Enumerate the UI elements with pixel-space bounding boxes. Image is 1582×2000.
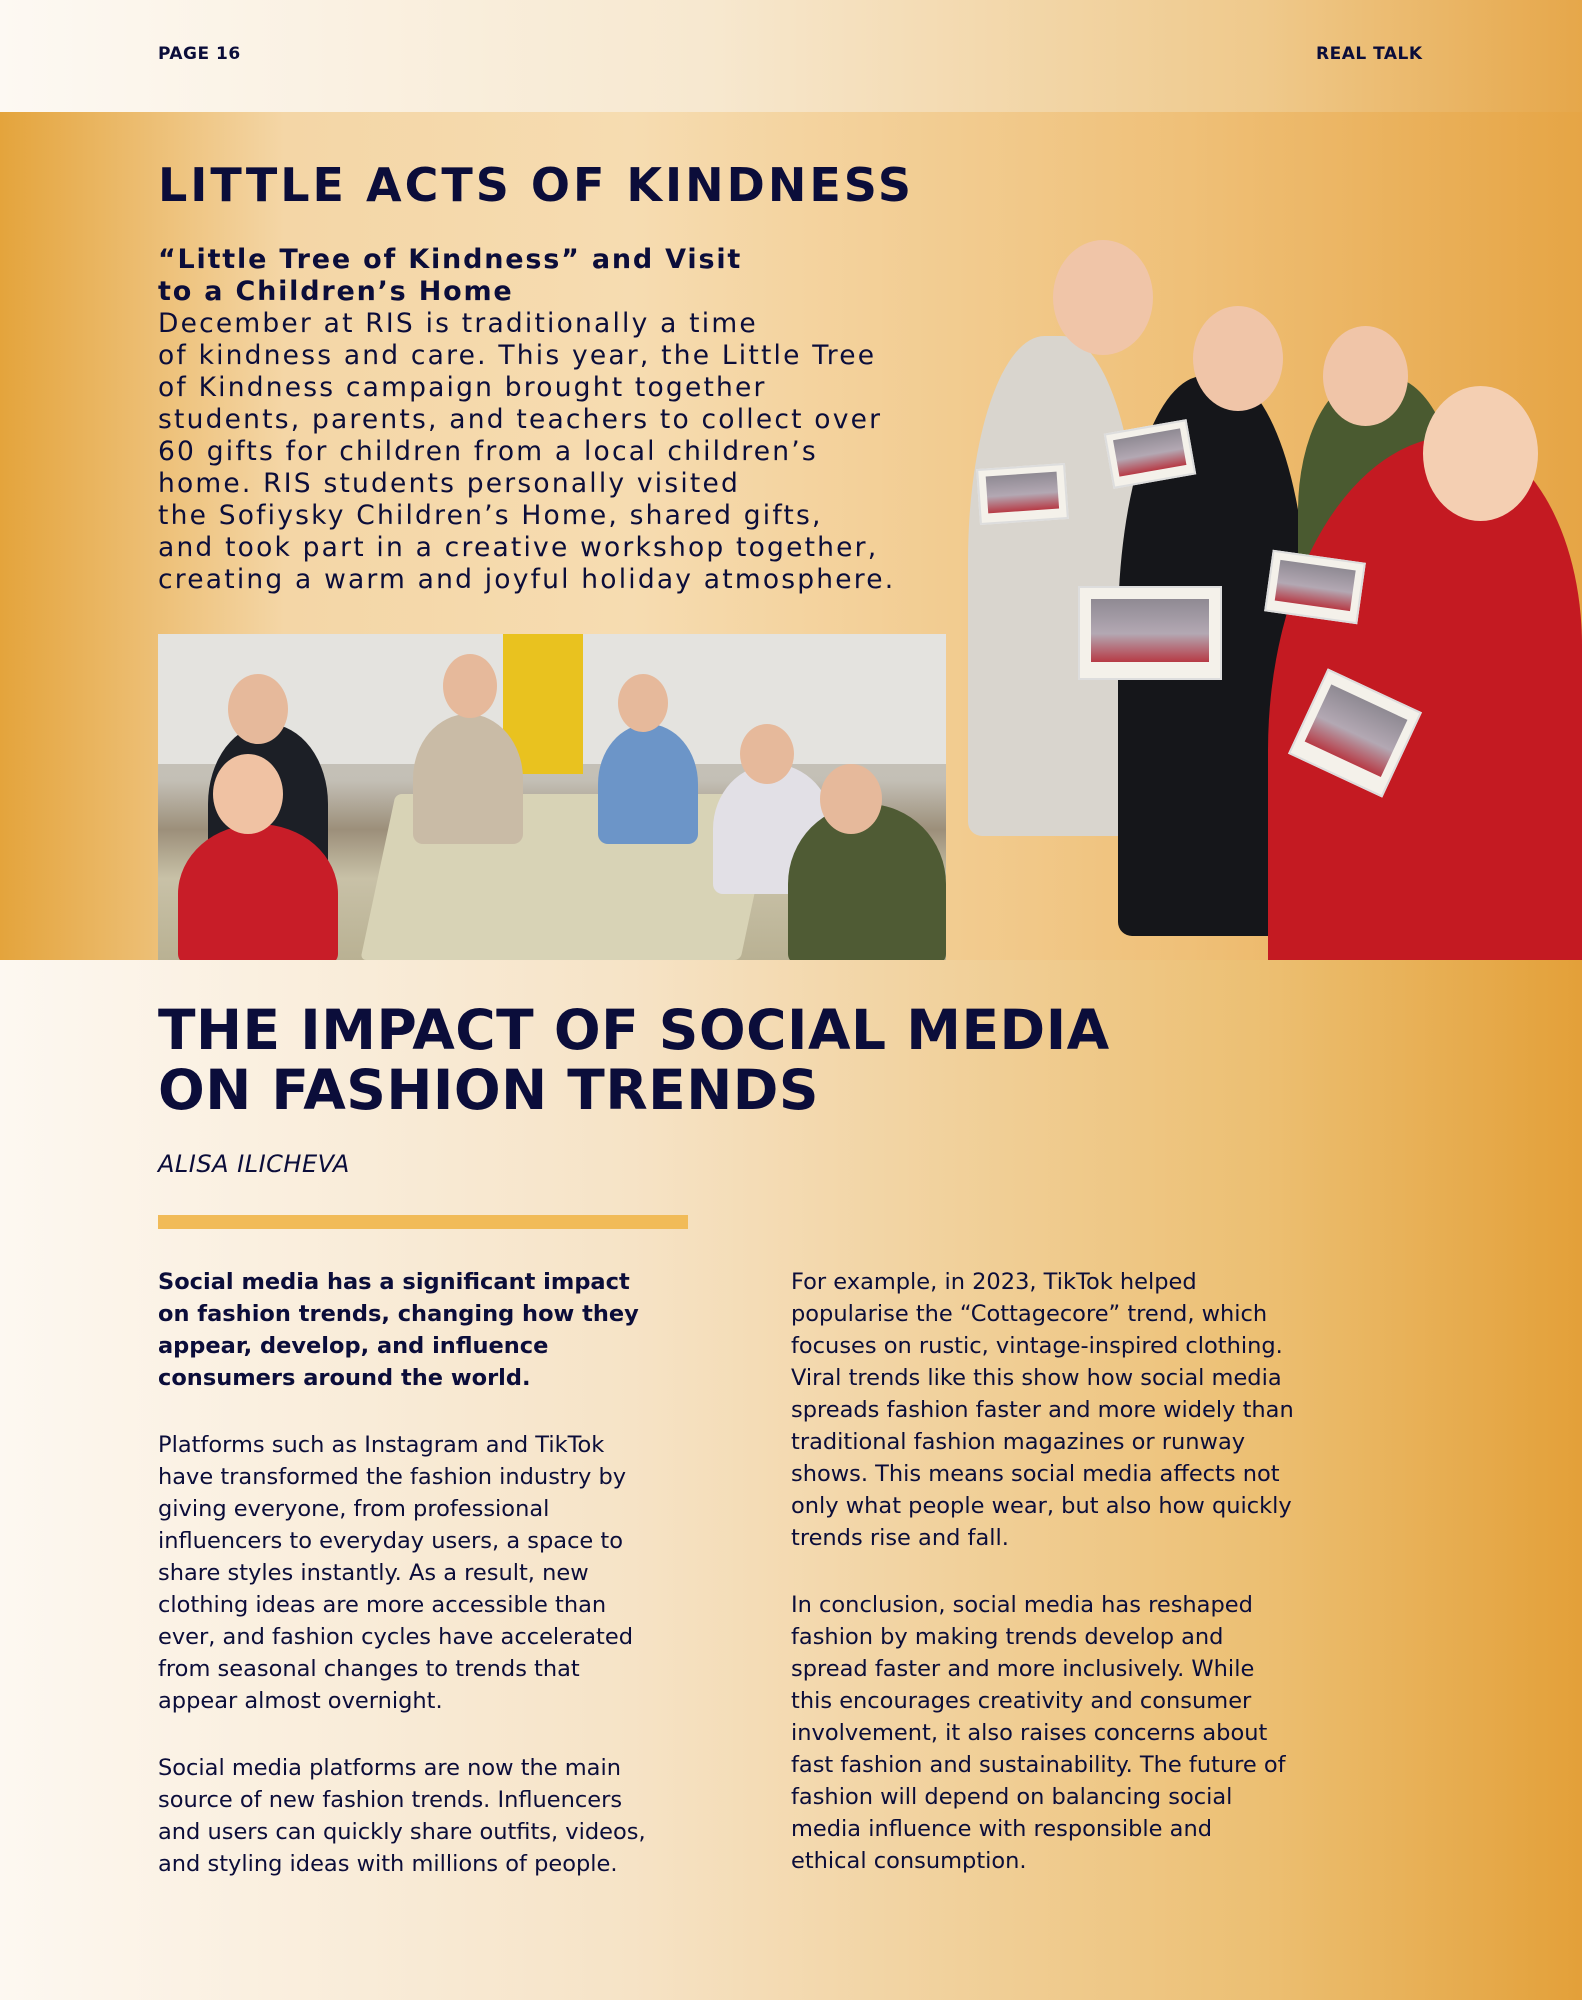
accent-rule: [158, 1215, 688, 1229]
kindness-body: December at RIS is traditionally a time of kindness and care. This year, the Little Tree of Kindness campaign brought together students, parents, and teachers to collect over 60 gifts for children from a local children’s home. RIS students personally visited the Sofiysky Children’s Home, shared gifts, and took part in a creative workshop together, creating a warm and joyful holiday atmosphere.: [158, 308, 896, 595]
article-right-column: [791, 1266, 1351, 1912]
article-left-column: [158, 1266, 678, 1915]
page-number: PAGE 16: [158, 44, 241, 64]
kids-with-cards-photo: [968, 236, 1582, 960]
article-paragraph: For example, in 2023, TikTok helped popularise the “Cottagecore” trend, which focuses on rustic, vintage-inspired clothing. Viral trends like this show how social media spreads fashion faster and more widely than traditional fashion magazines or runway shows. This means social media affects not only what people wear, but also how quickly trends rise and fall.: [791, 1269, 1294, 1551]
article-title: THE IMPACT OF SOCIAL MEDIA ON FASHION TRENDS: [158, 998, 1110, 1122]
group-photo: [158, 634, 946, 960]
article-author: ALISA ILICHEVA: [158, 1150, 350, 1178]
publication-name: REAL TALK: [1316, 44, 1423, 64]
article-lead-paragraph: Social media has a significant impact on fashion trends, changing how they appear, develop, and influence consumers around the world.: [158, 1269, 639, 1391]
kindness-subtitle: [158, 244, 778, 308]
page-header: [0, 0, 1582, 112]
kindness-title: LITTLE ACTS OF KINDNESS: [158, 158, 914, 212]
article-paragraph: In conclusion, social media has reshaped fashion by making trends develop and spread faster and more inclusively. While this encourages creativity and consumer involvement, it also raises concerns about fast fashion and sustainability. The future of fashion will depend on balancing social media influence with responsible and ethical consumption.: [791, 1592, 1286, 1874]
article-paragraph: Social media platforms are now the main source of new fashion trends. Influencers and users can quickly share outfits, videos, and styling ideas with millions of people.: [158, 1755, 646, 1877]
article-paragraph: Platforms such as Instagram and TikTok have transformed the fashion industry by giving everyone, from professional influencers to everyday users, a space to share styles instantly. As a result, new clothing ideas are more accessible than ever, and fashion cycles have accelerated from seasonal changes to trends that appear almost overnight.: [158, 1432, 633, 1714]
kindness-subtitle-text: “Little Tree of Kindness” and Visit to a Children’s Home: [158, 244, 743, 307]
